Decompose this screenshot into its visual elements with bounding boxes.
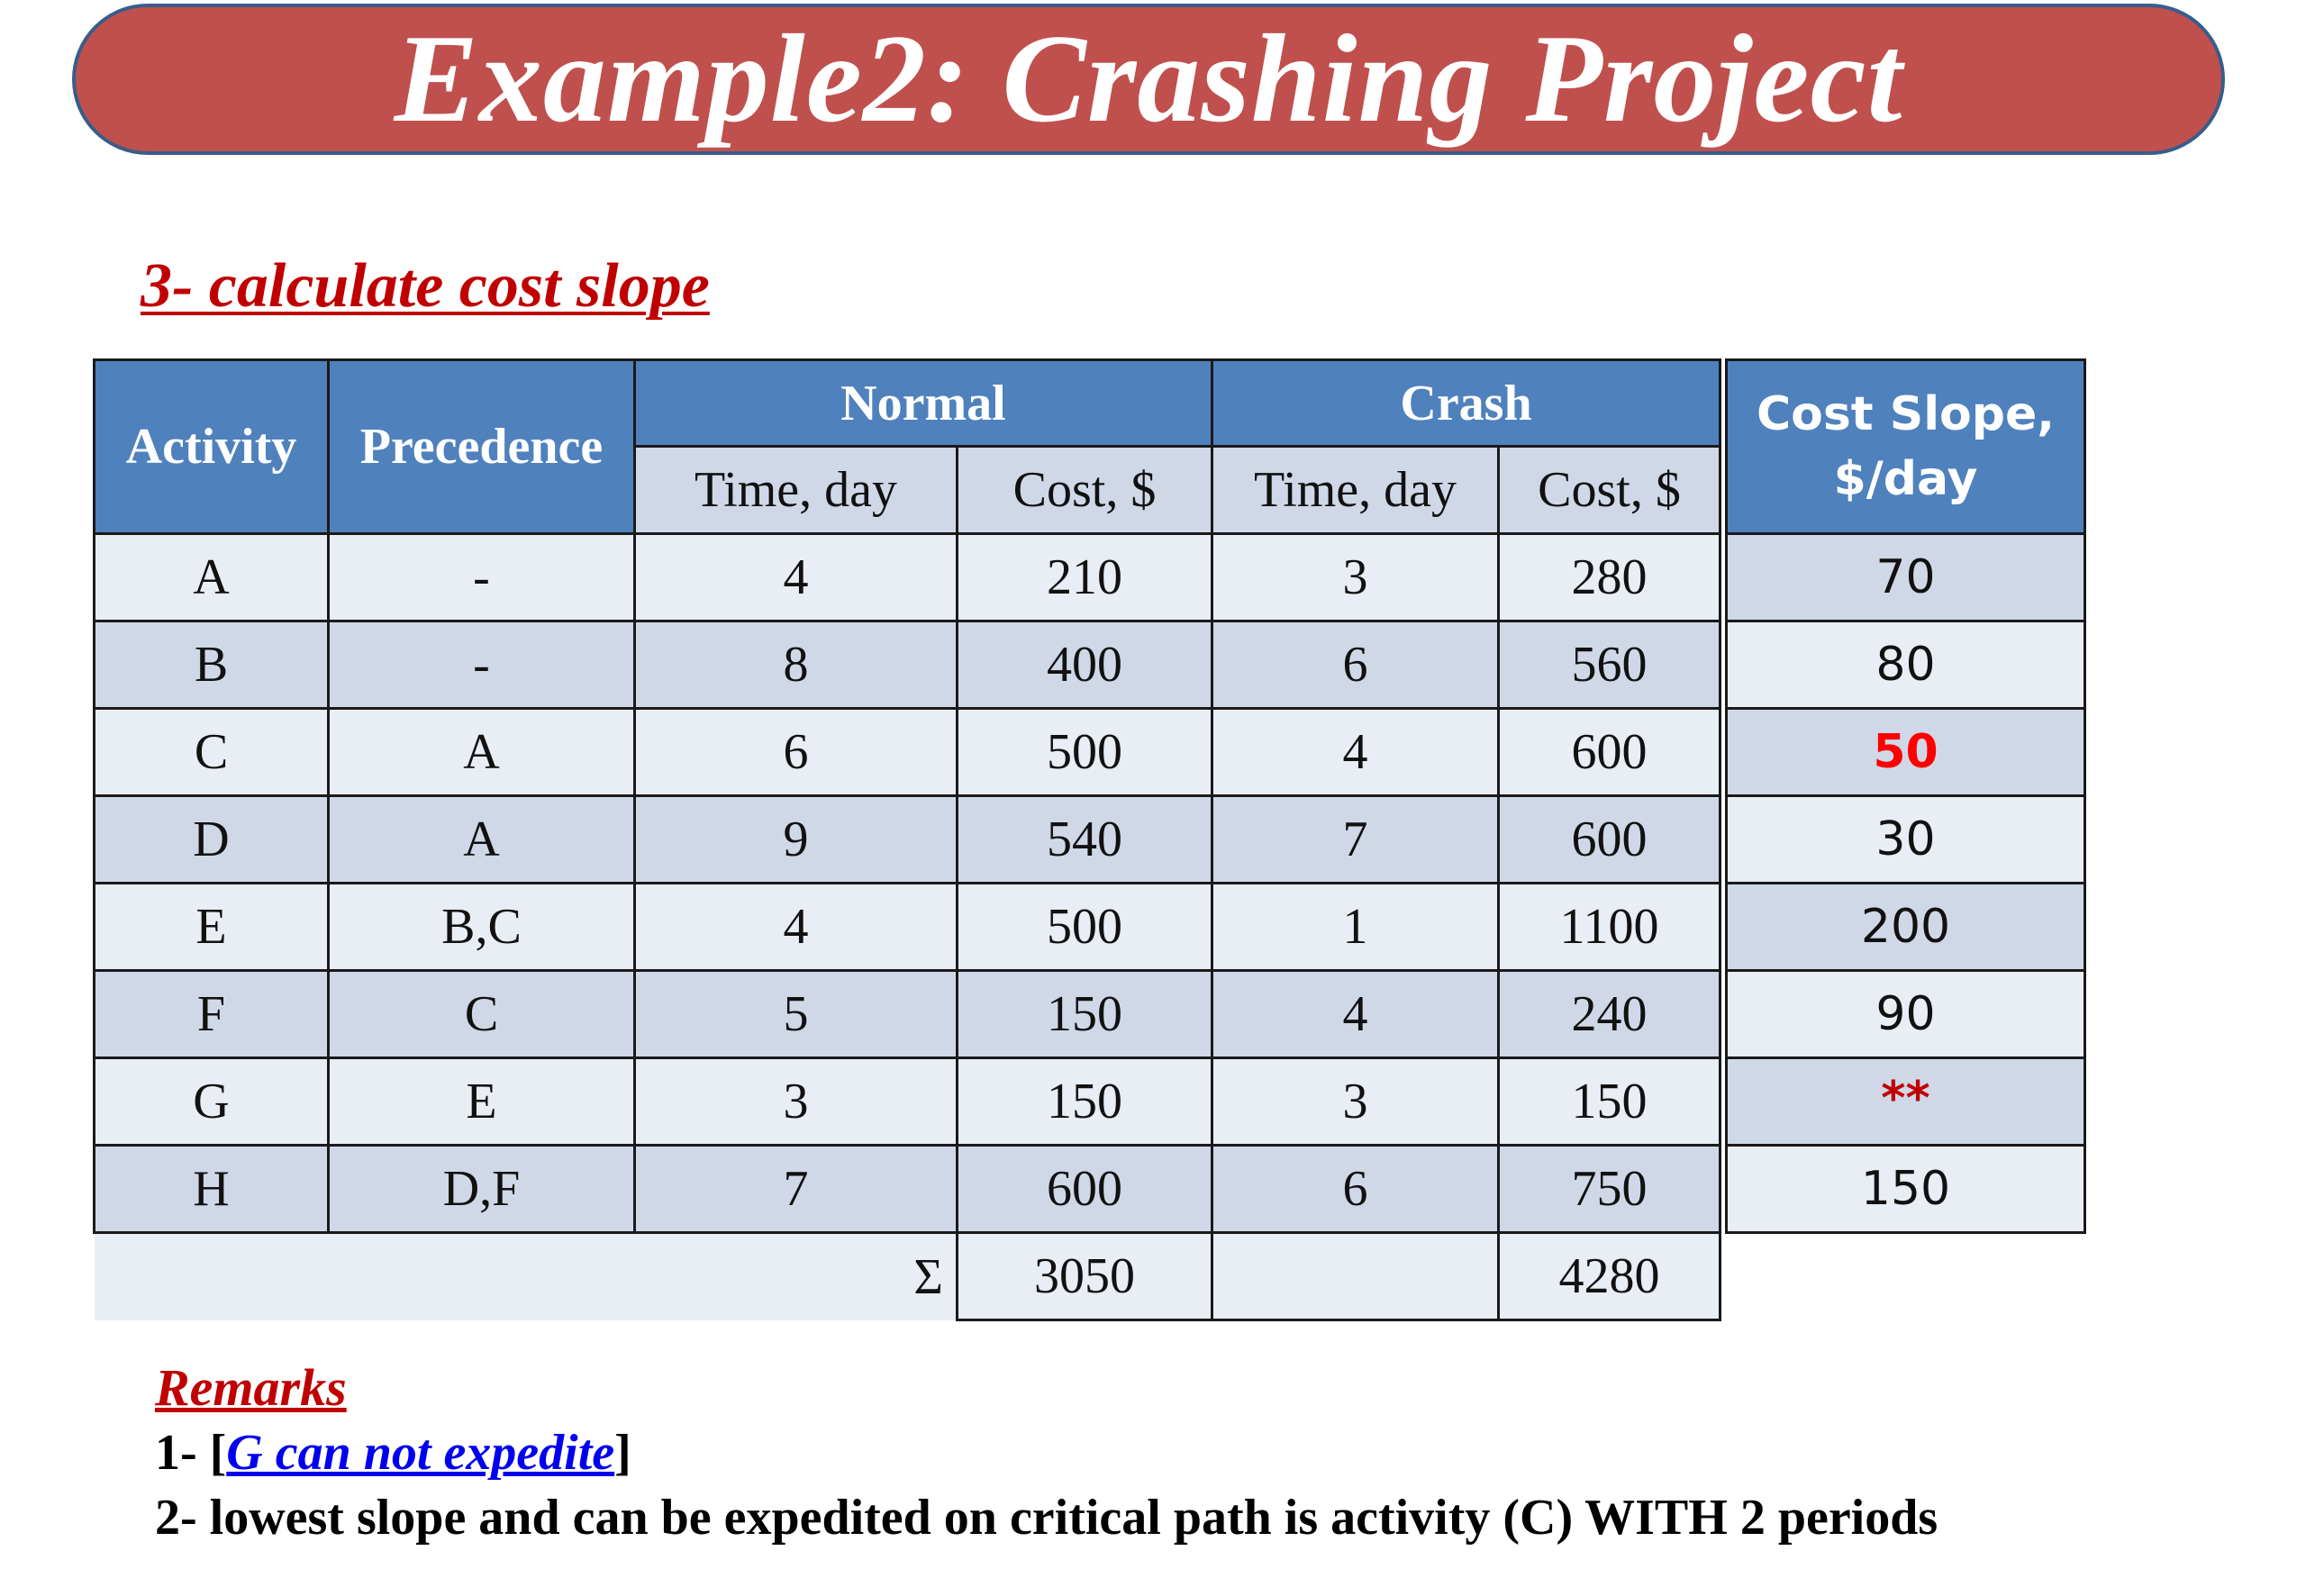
cost-slope-header-line2: $/day (1833, 452, 1978, 506)
normal-cost-cell: 600 (958, 1146, 1212, 1233)
crash-cost-cell: 150 (1499, 1058, 1720, 1146)
remark-1-prefix: 1- [ (155, 1425, 227, 1481)
crash-time-cell: 6 (1212, 621, 1499, 709)
crash-cost-cell: 600 (1499, 796, 1720, 884)
normal-cost-cell: 400 (958, 621, 1212, 709)
crash-time-cell: 6 (1212, 1146, 1499, 1233)
activity-table (93, 358, 1721, 1321)
crash-time-cell: 3 (1212, 534, 1499, 621)
crash-cost-cell: 560 (1499, 621, 1720, 709)
crash-time-cell: 1 (1212, 884, 1499, 971)
header-normal: Normal (635, 360, 1212, 447)
normal-time-cell: 6 (635, 709, 958, 796)
activity-cell: G (95, 1058, 329, 1146)
header-crash-time: Time, day (1212, 447, 1499, 534)
crash-time-total-blank (1212, 1233, 1499, 1320)
normal-cost-cell: 540 (958, 796, 1212, 884)
page-title: Example2: Crashing Project (394, 9, 1903, 149)
cost-slope-cell: 200 (1727, 884, 2085, 971)
header-normal-time: Time, day (635, 447, 958, 534)
normal-time-cell: 8 (635, 621, 958, 709)
cost-slope-cell: 70 (1727, 534, 2085, 621)
precedence-cell: C (329, 971, 635, 1058)
crash-time-cell: 3 (1212, 1058, 1499, 1146)
activity-cell: D (95, 796, 329, 884)
normal-cost-cell: 500 (958, 884, 1212, 971)
cost-slope-cell: 30 (1727, 796, 2085, 884)
cost-slope-cell: 80 (1727, 621, 2085, 709)
crash-cost-cell: 1100 (1499, 884, 1720, 971)
normal-time-cell: 3 (635, 1058, 958, 1146)
normal-cost-cell: 150 (958, 1058, 1212, 1146)
table-row (95, 709, 1720, 796)
remark-1-link[interactable]: G can not expedite (226, 1425, 615, 1481)
crash-time-cell: 7 (1212, 796, 1499, 884)
activity-cell: C (95, 709, 329, 796)
table-row (95, 1146, 1720, 1233)
normal-time-cell: 4 (635, 534, 958, 621)
totals-row (95, 1233, 1720, 1320)
header-crash: Crash (1212, 360, 1720, 447)
table-row (95, 534, 1720, 621)
activity-cell: A (95, 534, 329, 621)
header-activity: Activity (95, 360, 329, 534)
activity-cell: H (95, 1146, 329, 1233)
normal-cost-cell: 500 (958, 709, 1212, 796)
precedence-cell: E (329, 1058, 635, 1146)
header-precedence: Precedence (329, 360, 635, 534)
precedence-cell: A (329, 709, 635, 796)
normal-time-cell: 5 (635, 971, 958, 1058)
table-row (95, 971, 1720, 1058)
crash-time-cell: 4 (1212, 971, 1499, 1058)
normal-time-cell: 9 (635, 796, 958, 884)
table-row (95, 1058, 1720, 1146)
activity-cell: E (95, 884, 329, 971)
remark-1-suffix: ] (614, 1425, 631, 1481)
crash-cost-cell: 600 (1499, 709, 1720, 796)
crash-cost-total: 4280 (1499, 1233, 1720, 1320)
cost-slope-table (1725, 358, 2086, 1234)
normal-cost-cell: 150 (958, 971, 1212, 1058)
section-heading: 3- calculate cost slope (141, 251, 710, 321)
remark-1 (155, 1420, 1938, 1485)
cost-slope-cell-not-expeditable: ** (1727, 1058, 2085, 1146)
precedence-cell: B,C (329, 884, 635, 971)
precedence-cell: A (329, 796, 635, 884)
cost-slope-cell: 90 (1727, 971, 2085, 1058)
normal-time-cell: 4 (635, 884, 958, 971)
remarks (155, 1356, 1938, 1550)
normal-cost-total: 3050 (958, 1233, 1212, 1320)
normal-time-cell: 7 (635, 1146, 958, 1233)
totals-blank (95, 1233, 329, 1320)
cost-slope-cell-highlight: 50 (1727, 709, 2085, 796)
sum-symbol: Σ (635, 1233, 958, 1320)
precedence-cell: D,F (329, 1146, 635, 1233)
precedence-cell: - (329, 621, 635, 709)
normal-cost-cell: 210 (958, 534, 1212, 621)
table-row (95, 796, 1720, 884)
remark-2: 2- lowest slope and can be expedited on critical path is activity (C) WITH 2 periods (155, 1490, 1938, 1546)
header-crash-cost: Cost, $ (1499, 447, 1720, 534)
crash-cost-cell: 280 (1499, 534, 1720, 621)
header-normal-cost: Cost, $ (958, 447, 1212, 534)
activity-cell: F (95, 971, 329, 1058)
crash-cost-cell: 750 (1499, 1146, 1720, 1233)
totals-blank (329, 1233, 635, 1320)
header-cost-slope (1727, 360, 2085, 534)
title-banner (72, 4, 2225, 155)
crash-time-cell: 4 (1212, 709, 1499, 796)
activity-cell: B (95, 621, 329, 709)
table-row (95, 884, 1720, 971)
cost-slope-header-line1: Cost Slope, (1756, 387, 2056, 441)
table-row (95, 621, 1720, 709)
precedence-cell: - (329, 534, 635, 621)
crash-cost-cell: 240 (1499, 971, 1720, 1058)
cost-slope-cell: 150 (1727, 1146, 2085, 1233)
remarks-title: Remarks (155, 1358, 347, 1417)
